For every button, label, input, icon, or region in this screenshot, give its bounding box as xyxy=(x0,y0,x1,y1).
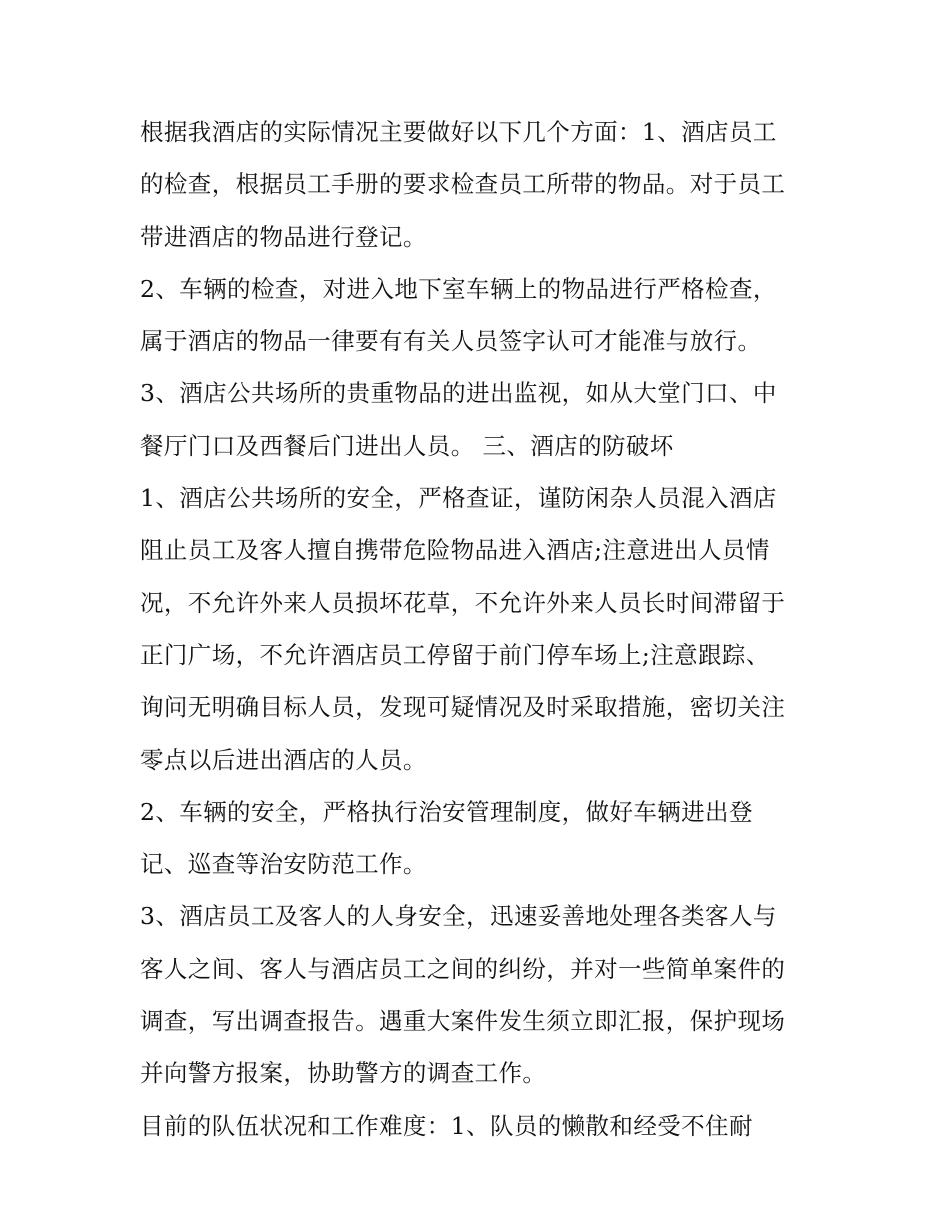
text-line: 3、酒店员工及客人的人身安全，迅速妥善地处理各类客人与 xyxy=(140,902,777,931)
text-line: 3、酒店公共场所的贵重物品的进出监视，如从大堂门口、中 xyxy=(140,379,777,408)
text-line: 况，不允许外来人员损坏花草，不允许外来人员长时间滞留于 xyxy=(140,588,786,617)
text-line: 客人之间、客人与酒店员工之间的纠纷，并对一些简单案件的 xyxy=(140,954,786,983)
text-line: 带进酒店的物品进行登记。 xyxy=(140,222,427,251)
document-body xyxy=(140,106,830,1152)
text-line: 根据我酒店的实际情况主要做好以下几个方面：1、酒店员工 xyxy=(140,118,777,146)
text-line: 调查，写出调查报告。遇重大案件发生须立即汇报，保护现场 xyxy=(140,1007,786,1036)
text-line: 并向警方报案，协助警方的调查工作。 xyxy=(140,1059,547,1088)
text-line: 2、车辆的检查，对进入地下室车辆上的物品进行严格检查， xyxy=(140,274,777,303)
text-line: 正门广场，不允许酒店员工停留于前门停车场上;注意跟踪、 xyxy=(140,640,770,669)
text-line: 1、酒店公共场所的安全，严格查证，谨防闲杂人员混入酒店 xyxy=(140,484,777,513)
text-line: 目前的队伍状况和工作难度：1、队员的懒散和经受不住耐 xyxy=(140,1111,753,1140)
text-line: 记、巡查等治安防范工作。 xyxy=(140,850,427,879)
text-line: 的检查，根据员工手册的要求检查员工所带的物品。对于员工 xyxy=(140,170,786,199)
text-line: 零点以后进出酒店的人员。 xyxy=(140,745,427,774)
text-line: 2、车辆的安全，严格执行治安管理制度，做好车辆进出登 xyxy=(140,797,753,826)
text-line: 询问无明确目标人员，发现可疑情况及时采取措施，密切关注 xyxy=(140,693,786,722)
text-line: 属于酒店的物品一律要有有关人员签字认可才能准与放行。 xyxy=(140,327,762,356)
text-line: 餐厅门口及西餐后门进出人员。 三、酒店的防破坏 xyxy=(140,431,674,460)
text-line: 阻止员工及客人擅自携带危险物品进入酒店;注意进出人员情 xyxy=(140,536,770,565)
